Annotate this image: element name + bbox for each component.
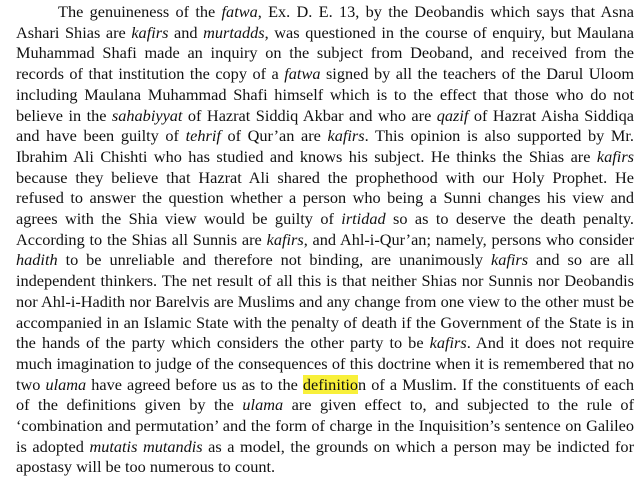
text-run: , was questioned in the course of enquiry, but Maulana Muhammad Shafi made an inquiry on the subject from Deoband, and received from the records of that institution the copy of a [16, 22, 634, 84]
italic-term: irtidad [341, 209, 386, 229]
text-run: The genuineness of the [58, 2, 222, 21]
text-run: of Hazrat Siddiq Akbar and who are [182, 105, 437, 125]
text-run: . And it does not require much imagination to judge of the consequences of this doctrine when it is remembered that no two [16, 333, 635, 394]
italic-term: qazif [436, 105, 469, 125]
italic-term: kafirs [596, 146, 634, 166]
text-run: , and Ahl-i-Qur’an; namely, persons who consider [303, 229, 635, 249]
text-run: as a model, the grounds on which a person may be indicted for apostasy will be too numerous to count. [16, 436, 634, 477]
text-run: n of a Muslim. If the constituents of each of the definitions given by the [16, 374, 635, 415]
text-run: of Qur’an are [220, 126, 328, 146]
text-run: , Ex. D. E. 13, by the Deobandis which says that Asna Ashari Shias are [16, 2, 635, 42]
text-run: of Hazrat Aisha Siddiqa and have been guilty of [16, 105, 634, 146]
text-run: so as to deserve the death penalty. According to the Shias all Sunnis are [16, 209, 634, 249]
italic-term: mutatis mutandis [89, 436, 203, 456]
text-run: . This opinion is also supported by Mr. Ibrahim Ali Chishti who has studied and knows his subject. He thinks the Shias are [16, 126, 634, 166]
italic-term: sahabiyyat [111, 105, 183, 125]
highlighted-word: definitio [302, 374, 359, 394]
italic-term: kafirs [491, 250, 529, 270]
document-page [16, 0, 634, 478]
italic-term: kafirs [266, 229, 304, 249]
text-run: are given effect to, and subjected to the rule of ‘combination and permutation’ and the form of charge in the Inquisition’s sentence on Galileo is adopted [16, 395, 634, 456]
italic-term: tehrif [185, 126, 221, 146]
italic-term: kafirs [327, 126, 365, 146]
body-paragraph [16, 0, 634, 478]
italic-term: ulama [45, 374, 87, 394]
italic-term: hadith [16, 250, 58, 270]
italic-term: fatwa [221, 2, 258, 21]
italic-term: ulama [242, 395, 284, 415]
italic-term: fatwa [284, 64, 321, 84]
text-run: have agreed before us as to the [86, 374, 303, 394]
italic-term: kafirs [131, 22, 169, 42]
italic-term: kafirs [429, 333, 467, 353]
text-run: and [168, 22, 204, 42]
text-run: to be unreliable and therefore not binding, are unanimously [57, 250, 492, 270]
italic-term: murtadds [203, 22, 265, 42]
text-run: and so are all independent thinkers. The net result of all this is that neither Shias nor Sunnis nor Deobandis nor Ahl-i-Hadith nor Barelvis are Muslims and any change from one view to the other must be accompanied in an Islamic State with the penalty of death if the Government of the State is in the hands of the party which considers the other party to be [16, 250, 634, 353]
text-run: signed by all the teachers of the Darul Uloom including Maulana Muhammad Shafi himself which is to the effect that those who do not believe in the [16, 64, 634, 125]
text-run: because they believe that Hazrat Ali shared the prophethood with our Holy Prophet. He refused to answer the question whether a person who being a Sunni changes his view and agrees with the Shia view would be guilty of [16, 167, 634, 229]
